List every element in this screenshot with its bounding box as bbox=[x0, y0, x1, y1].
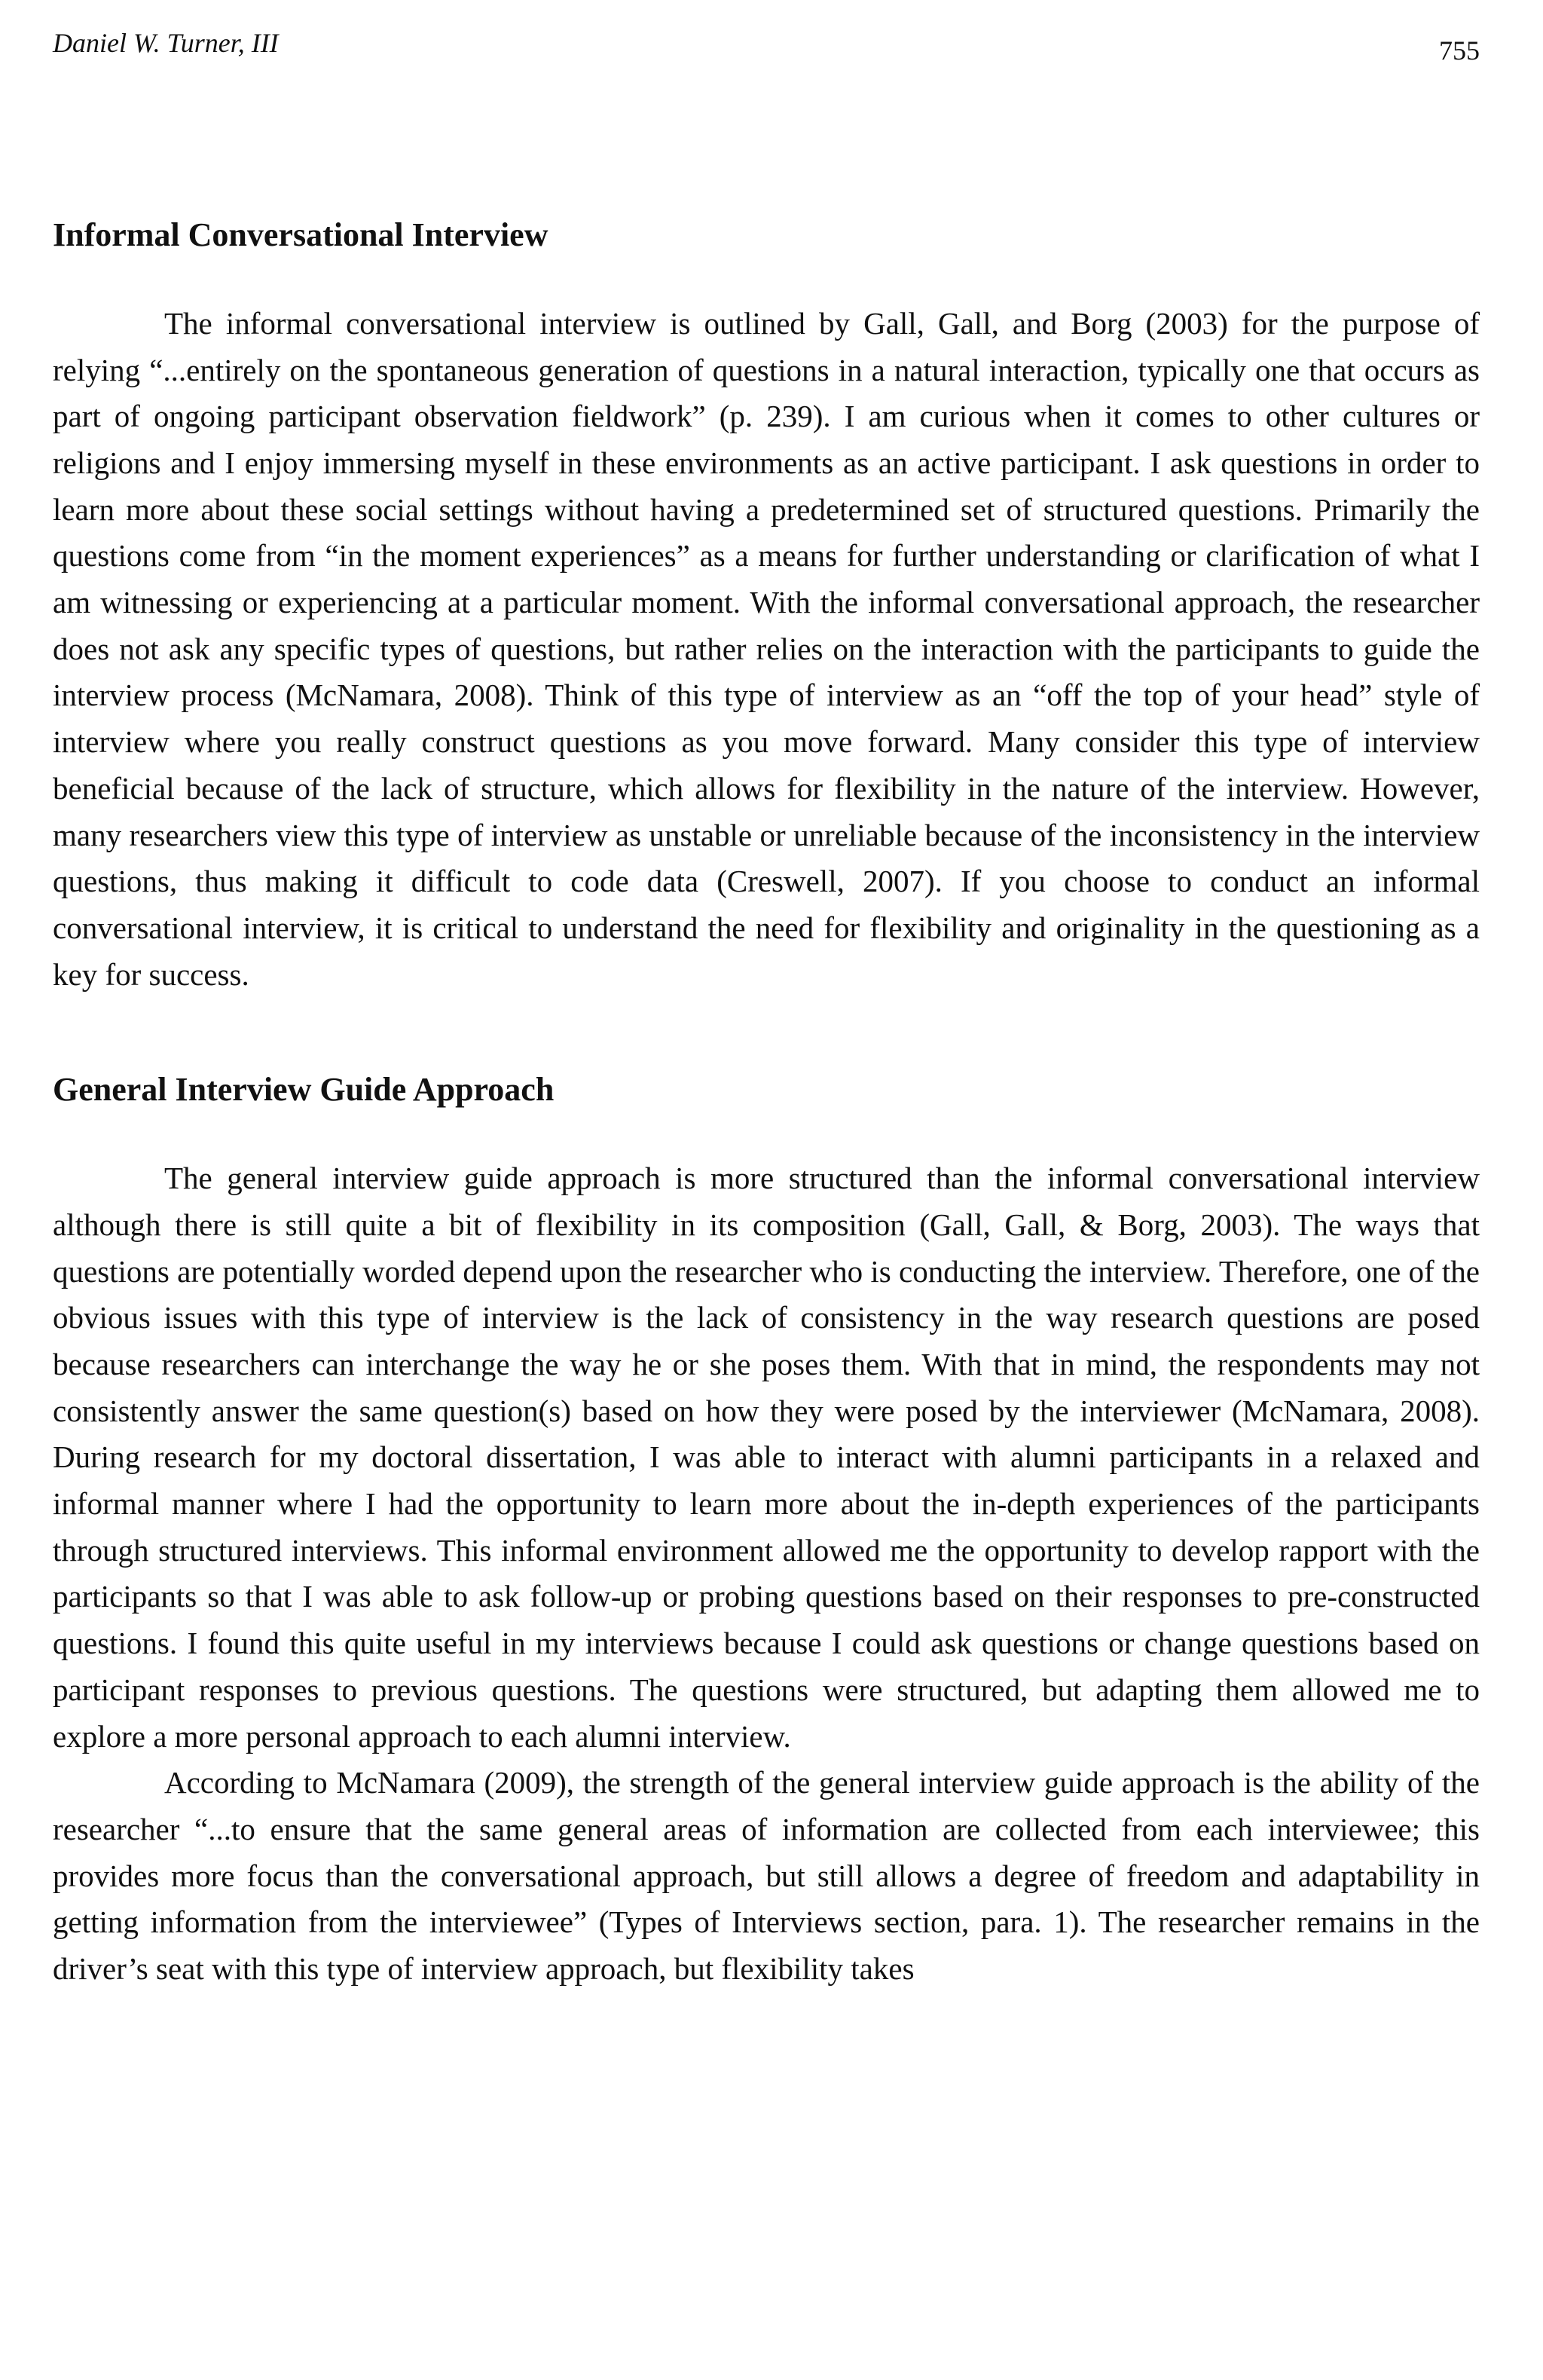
running-head-author: Daniel W. Turner, III bbox=[53, 28, 279, 58]
page-number: 755 bbox=[1439, 35, 1480, 66]
section-body-informal-conversational-interview bbox=[53, 301, 1480, 999]
paragraph: The informal conversational interview is outlined by Gall, Gall, and Borg (2003) for the purpose of relying “...entirely on the spontaneous generation of questions in a natural interaction, typically one that occurs as part of ongoing participant observation fieldwork” (p. 239). I am curious when it comes to other cultures or religions and I enjoy immersing myself in these environments as an active participant. I ask questions in order to learn more about these social settings without having a predetermined set of structured questions. Primarily the questions come from “in the moment experiences” as a means for further understanding or clarification of what I am witnessing or experiencing at a particular moment. With the informal conversational approach, the researcher does not ask any specific types of questions, but rather relies on the interaction with the participants to guide the interview process (McNamara, 2008). Think of this type of interview as an “off the top of your head” style of interview where you really construct questions as you move forward. Many consider this type of interview beneficial because of the lack of structure, which allows for flexibility in the nature of the interview. However, many researchers view this type of interview as unstable or unreliable because of the inconsistency in the interview questions, thus making it difficult to code data (Creswell, 2007). If you choose to conduct an informal conversational interview, it is critical to understand the need for flexibility and originality in the questioning as a key for success. bbox=[53, 305, 1480, 992]
section-heading-informal-conversational-interview: Informal Conversational Interview bbox=[53, 216, 548, 253]
paragraph: The general interview guide approach is more structured than the informal conversational interview although there is still quite a bit of flexibility in its composition (Gall, Gall, & Borg, 2003). The ways that questions are potentially worded depend upon the researcher who is conducting the interview. Therefore, one of the obvious issues with this type of interview is the lack of consistency in the way research questions are posed because researchers can interchange the way he or she poses them. With that in mind, the respondents may not consistently answer the same question(s) based on how they were posed by the interviewer (McNamara, 2008). During research for my doctoral dissertation, I was able to interact with alumni participants in a relaxed and informal manner where I had the opportunity to learn more about the in-depth experiences of the participants through structured interviews. This informal environment allowed me the opportunity to develop rapport with the participants so that I was able to ask follow-up or probing questions based on their responses to pre-constructed questions. I found this quite useful in my interviews because I could ask questions or change questions based on participant responses to previous questions. The questions were structured, but adapting them allowed me to explore a more personal approach to each alumni interview. bbox=[53, 1161, 1480, 1754]
paragraph: According to McNamara (2009), the strength of the general interview guide approach is the ability of the researcher “...to ensure that the same general areas of information are collected from each interviewee; this provides more focus than the conversational approach, but still allows a degree of freedom and adaptability in getting information from the interviewee” (Types of Interviews section, para. 1). The researcher remains in the driver’s seat with this type of interview approach, but flexibility takes bbox=[53, 1765, 1480, 1987]
section-heading-general-interview-guide-approach: General Interview Guide Approach bbox=[53, 1071, 555, 1109]
running-header bbox=[53, 27, 1480, 72]
section-body-general-interview-guide-approach bbox=[53, 1155, 1480, 1993]
page-content bbox=[53, 27, 1480, 1993]
